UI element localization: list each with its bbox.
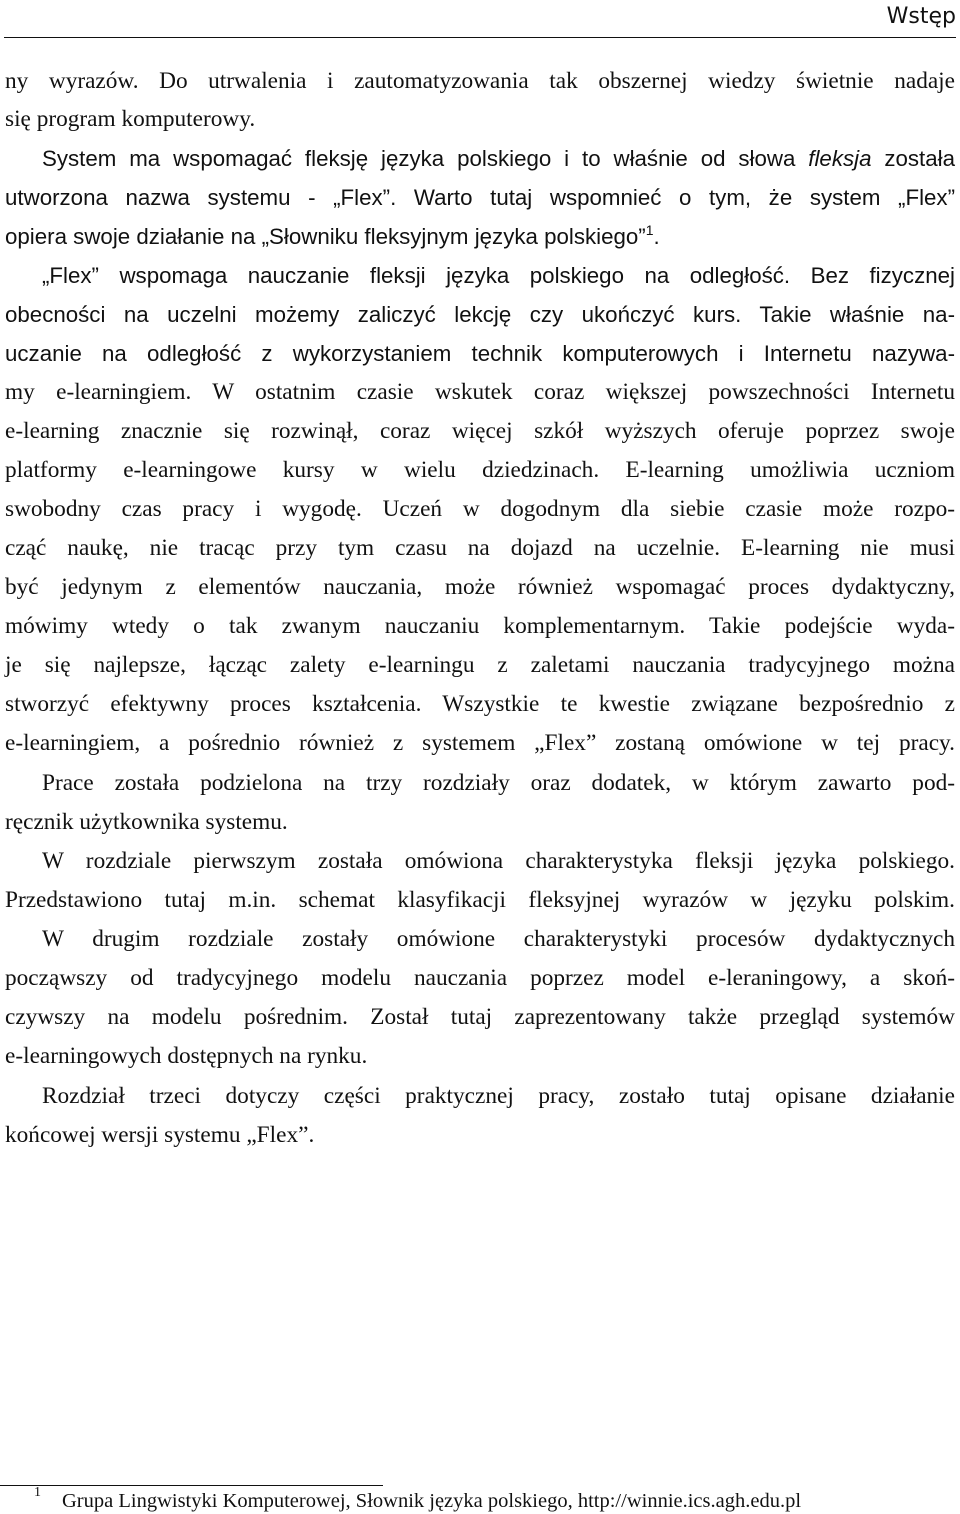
text-line: się program komputerowy. bbox=[5, 106, 256, 132]
footnote-text: Grupa Lingwistyki Komputerowej, Słownik języka polskiego, http://winnie.ics.agh.edu.pl bbox=[62, 1490, 802, 1512]
footnote-rule bbox=[0, 1485, 383, 1486]
text-line: e-learningiem, a pośrednio również z systemem „Flex” zostaną omówione w tej pracy. bbox=[5, 730, 955, 756]
footnote-reference: 1 bbox=[645, 222, 654, 238]
text-line: ręcznik użytkownika systemu. bbox=[5, 809, 288, 835]
line-part: opiera swoje działanie na „Słowniku fleksyjnym języka polskiego” bbox=[5, 224, 646, 249]
line-part: System ma wspomagać fleksję języka polskiego i to właśnie od słowa bbox=[42, 146, 809, 171]
text-line: Prace została podzielona na trzy rozdziały oraz dodatek, w którym zawarto pod- bbox=[42, 770, 955, 796]
text-line: utworzona nazwa systemu - „Flex”. Warto tutaj wspomnieć o tym, że system „Flex” bbox=[5, 185, 955, 210]
text-line: je się najlepsze, łącząc zalety e-learningu z zaletami nauczania tradycyjnego można bbox=[5, 652, 955, 678]
text-line: być jedynym z elementów nauczania, może również wspomagać proces dydaktyczny, bbox=[5, 574, 955, 600]
text-line: swobodny czas pracy i wygodę. Uczeń w dogodnym dla siebie czasie może rozpo- bbox=[5, 496, 955, 522]
header-rule bbox=[4, 37, 956, 38]
text-line: cząć naukę, nie tracąc przy tym czasu na dojazd na uczelnie. E-learning nie musi bbox=[5, 535, 955, 561]
text-line: platformy e-learningowe kursy w wielu dziedzinach. E-learning umożliwia uczniom bbox=[5, 457, 955, 483]
text-line: e-learning znacznie się rozwinął, coraz więcej szkół wyższych oferuje poprzez swoje bbox=[5, 418, 955, 444]
text-line: „Flex” wspomaga nauczanie fleksji języka polskiego na odległość. Bez fizycznej bbox=[42, 263, 955, 288]
text-line: my e-learningiem. W ostatnim czasie wskutek coraz większej powszechności Internetu bbox=[5, 379, 955, 405]
line-part: została bbox=[871, 146, 956, 171]
text-line: W drugim rozdziale zostały omówione charakterystyki procesów dydaktycznych bbox=[42, 926, 955, 952]
text-line: W rozdziale pierwszym została omówiona charakterystyka fleksji języka polskiego. bbox=[42, 848, 955, 874]
text-line: ny wyrazów. Do utrwalenia i zautomatyzowania tak obszernej wiedzy świetnie nadaje bbox=[5, 68, 955, 94]
text-line: począwszy od tradycyjnego modelu nauczania poprzez model e-leraningowy, a skoń- bbox=[5, 965, 955, 991]
text-line: stworzyć efektywny proces kształcenia. Wszystkie te kwestie związane bezpośrednio z bbox=[5, 691, 955, 717]
text-line: uczanie na odległość z wykorzystaniem technik komputerowych i Internetu nazywa- bbox=[5, 341, 955, 366]
text-line: czywszy na modelu pośrednim. Został tutaj zaprezentowany także przegląd systemów bbox=[5, 1004, 955, 1030]
text-line: obecności na uczelni możemy zaliczyć lekcję czy ukończyć kurs. Takie właśnie na- bbox=[5, 302, 955, 327]
text-line: e-learningowych dostępnych na rynku. bbox=[5, 1043, 368, 1069]
text-line: mówimy wtedy o tak zwanym nauczaniu komplementarnym. Takie podejście wyda- bbox=[5, 613, 955, 639]
footnote bbox=[34, 1485, 956, 1514]
running-header: Wstęp bbox=[886, 4, 956, 29]
text-line: Przedstawiono tutaj m.in. schemat klasyfikacji fleksyjnej wyrazów w języku polskim. bbox=[5, 887, 955, 913]
text-line: końcowej wersji systemu „Flex”. bbox=[5, 1122, 315, 1148]
text-line bbox=[5, 139, 955, 178]
italic-term: fleksja bbox=[808, 146, 872, 171]
text-line: Rozdział trzeci dotyczy części praktycznej pracy, zostało tutaj opisane działanie bbox=[42, 1083, 955, 1109]
footnote-mark: 1 bbox=[34, 1485, 41, 1500]
text-line bbox=[5, 217, 955, 256]
line-part: . bbox=[653, 224, 660, 249]
